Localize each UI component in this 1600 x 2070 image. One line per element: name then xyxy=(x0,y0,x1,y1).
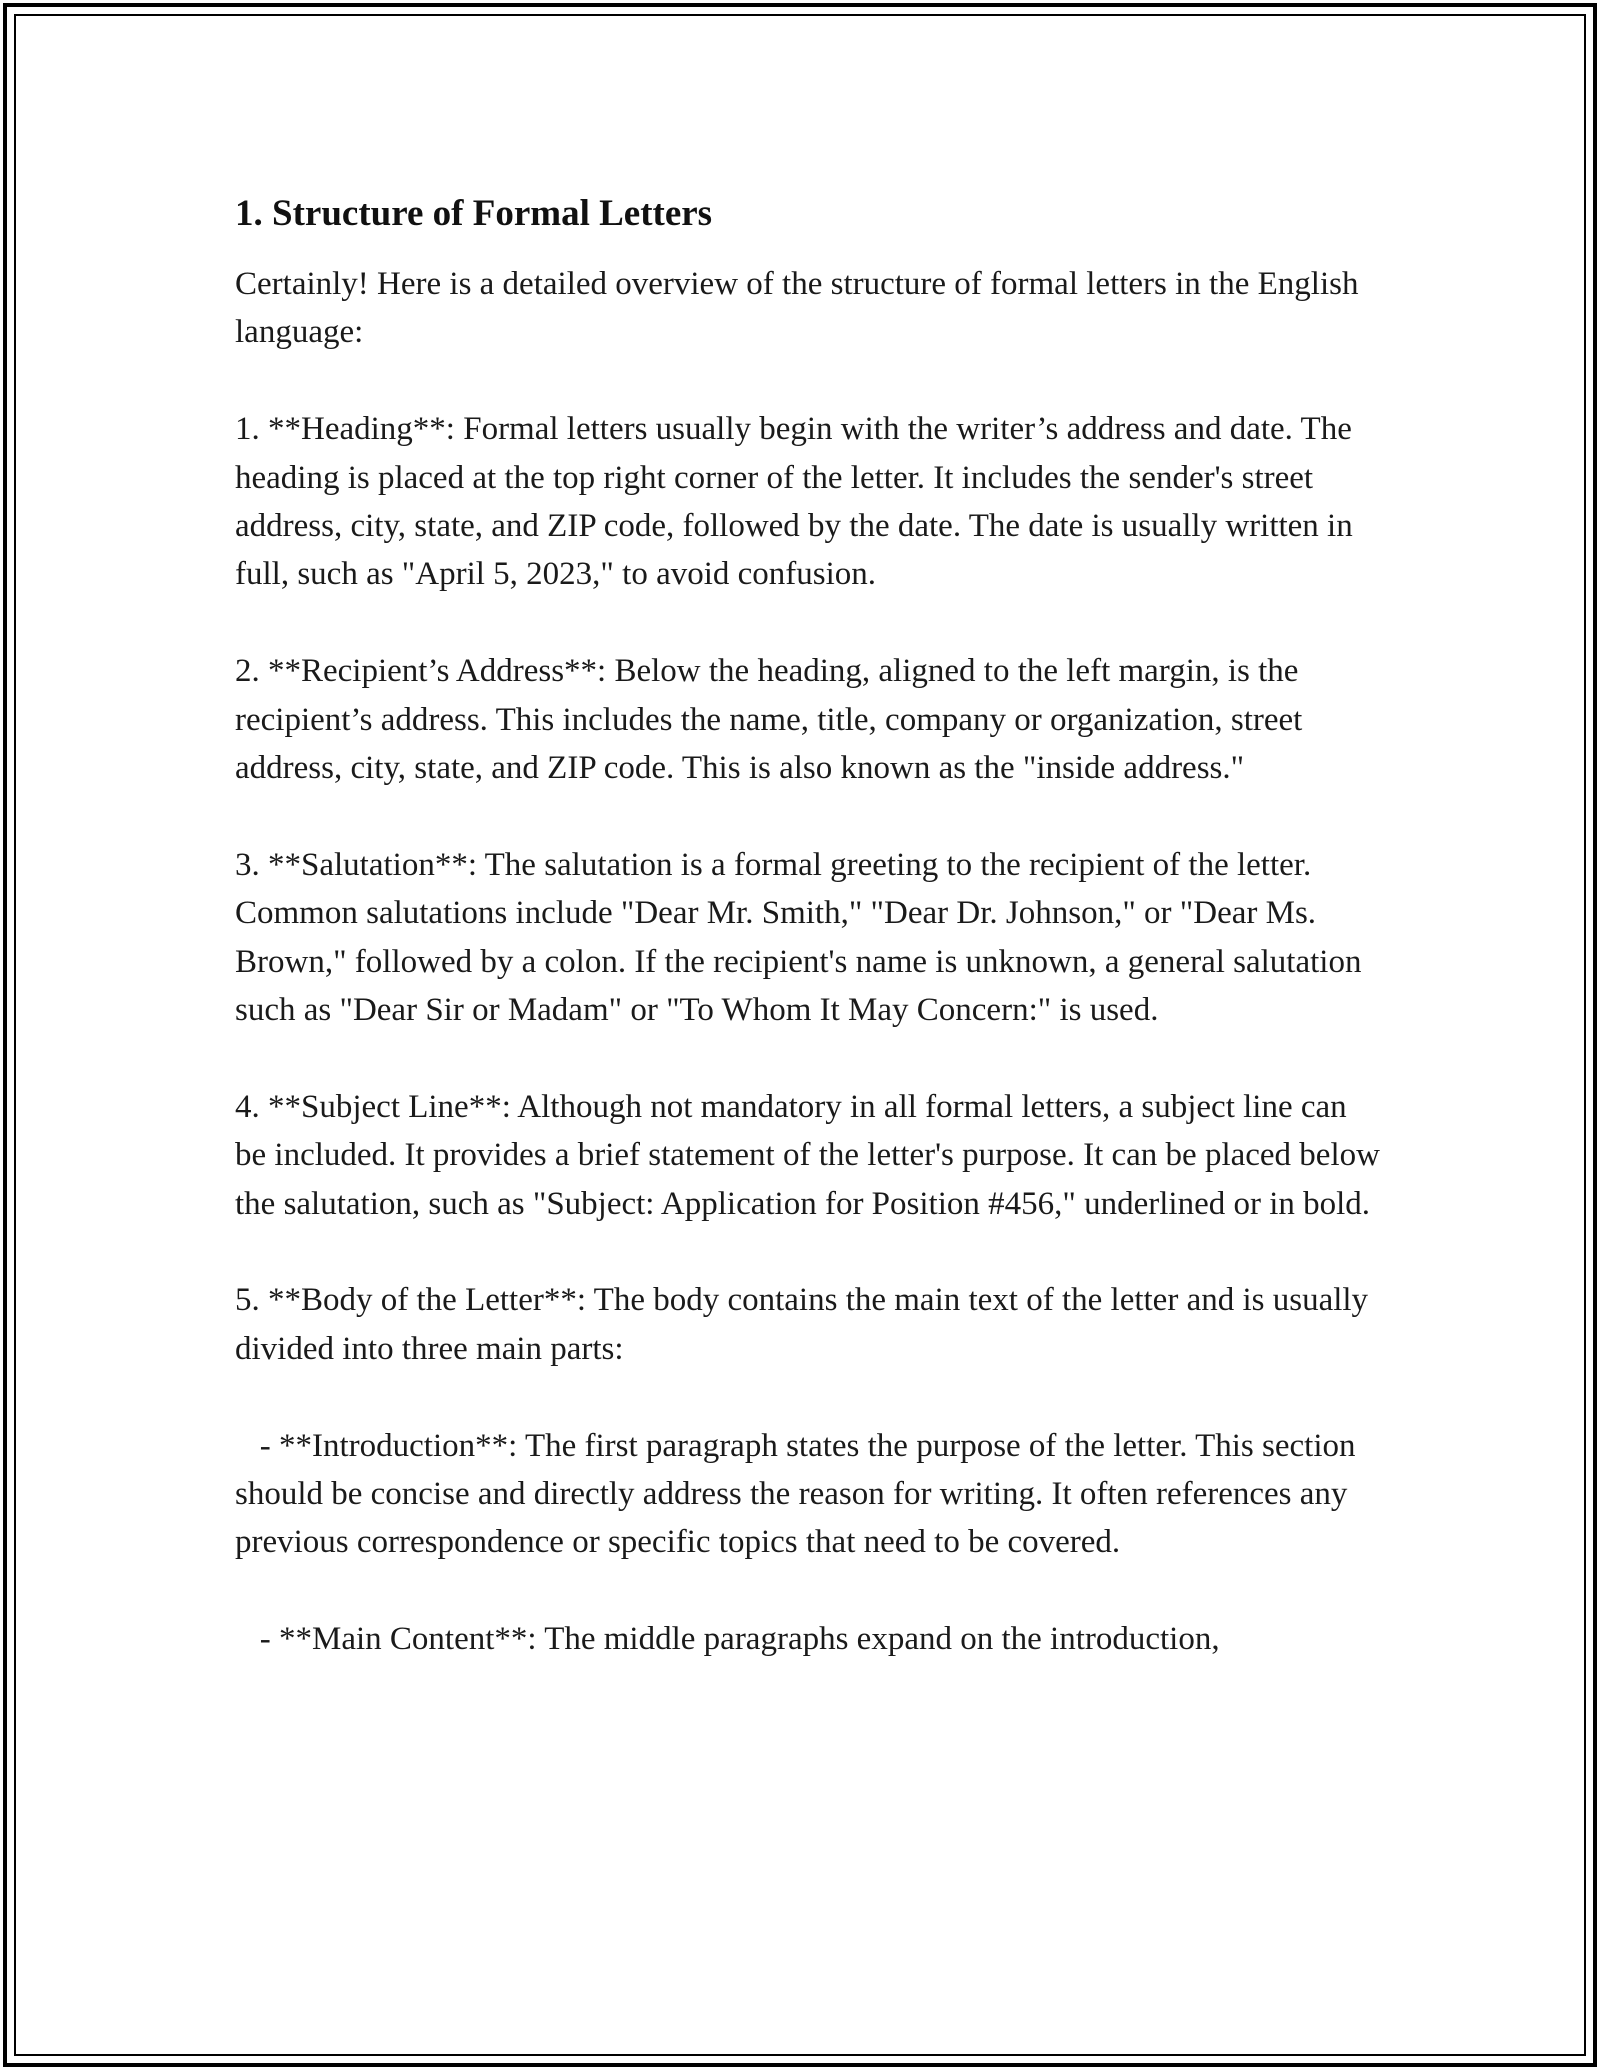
body-paragraph: 5. **Body of the Letter**: The body contains the main text of the letter and is usually divided into three main parts: xyxy=(235,1282,1377,1367)
intro-paragraph: Certainly! Here is a detailed overview of the structure of formal letters in the English language: xyxy=(235,266,1367,351)
recipient-address-paragraph: 2. **Recipient’s Address**: Below the heading, aligned to the left margin, is the recipient’s address. This includes the name, title, company or organization, street address, city, state, and ZIP code. This is also known as the "inside address." xyxy=(235,653,1311,787)
document-body xyxy=(235,180,1389,1712)
salutation-paragraph: 3. **Salutation**: The salutation is a formal greeting to the recipient of the letter. Common salutations include "Dear Mr. Smith," "Dear Dr. Johnson," or "Dear Ms. Brown," followed by a colon. If the recipient's name is unknown, a general salutation such as "Dear Sir or Madam" or "To Whom It May Concern:" is used. xyxy=(235,846,1370,1029)
heading-paragraph: 1. **Heading**: Formal letters usually begin with the writer’s address and date. The heading is placed at the top right corner of the letter. It includes the sender's street address, city, state, and ZIP code, followed by the date. The date is usually written in full, such as "April 5, 2023," to avoid confusion. xyxy=(235,411,1361,593)
document-title: 1. Structure of Formal Letters xyxy=(235,193,713,234)
subject-line-paragraph: 4. **Subject Line**: Although not mandatory in all formal letters, a subject line can be included. It provides a brief statement of the letter's purpose. It can be placed below the salutation, such as "Subject: Application for Position #456," underlined or in bold. xyxy=(235,1088,1389,1222)
main-content-item: - **Main Content**: The middle paragraphs expand on the introduction, xyxy=(235,1621,1220,1658)
introduction-item: - **Introduction**: The first paragraph states the purpose of the letter. This section should be concise and directly address the reason for writing. It often references any previous correspondence or specific topics that need to be covered. xyxy=(235,1427,1364,1561)
